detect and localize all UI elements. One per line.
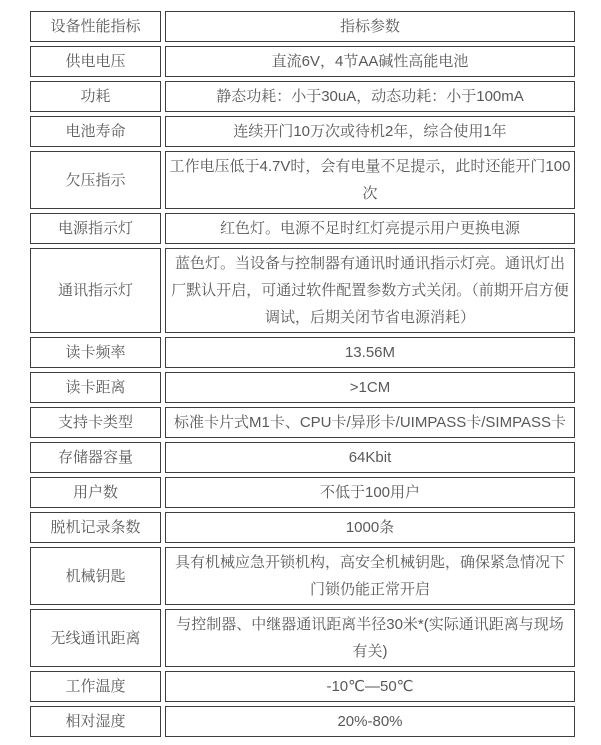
table-row: [30, 512, 575, 543]
row-label: 支持卡类型: [30, 407, 161, 438]
table-row: [30, 706, 575, 737]
row-value: 直流6V，4节AA碱性高能电池: [165, 46, 575, 77]
row-label: 功耗: [30, 81, 161, 112]
row-value: 标准卡片式M1卡、CPU卡/异形卡/UIMPASS卡/SIMPASS卡: [165, 407, 575, 438]
row-value: 连续开门10万次或待机2年，综合使用1年: [165, 116, 575, 147]
table-row: [30, 407, 575, 438]
row-label: 用户数: [30, 477, 161, 508]
table-row: [30, 213, 575, 244]
row-value: 13.56M: [165, 337, 575, 368]
row-label: 电池寿命: [30, 116, 161, 147]
table-row: [30, 547, 575, 605]
row-value: 20%-80%: [165, 706, 575, 737]
row-value: 静态功耗：小于30uA，动态功耗：小于100mA: [165, 81, 575, 112]
row-value: 具有机械应急开锁机构，高安全机械钥匙，确保紧急情况下门锁仍能正常开启: [165, 547, 575, 605]
spec-table: [26, 7, 579, 741]
row-label: 欠压指示: [30, 151, 161, 209]
row-label: 工作温度: [30, 671, 161, 702]
table-row: [30, 151, 575, 209]
row-label: 读卡距离: [30, 372, 161, 403]
table-row: [30, 609, 575, 667]
table-row: [30, 671, 575, 702]
row-label: 机械钥匙: [30, 547, 161, 605]
row-label: 供电电压: [30, 46, 161, 77]
row-value: >1CM: [165, 372, 575, 403]
row-value: 64Kbit: [165, 442, 575, 473]
table-row: [30, 337, 575, 368]
header-label-cell: 设备性能指标: [30, 11, 161, 42]
table-row: [30, 372, 575, 403]
row-label: 相对湿度: [30, 706, 161, 737]
row-label: 通讯指示灯: [30, 248, 161, 333]
row-label: 读卡频率: [30, 337, 161, 368]
header-row: [30, 11, 575, 42]
row-value: 红色灯。电源不足时红灯亮提示用户更换电源: [165, 213, 575, 244]
table-row: [30, 442, 575, 473]
table-row: [30, 477, 575, 508]
row-label: 存储器容量: [30, 442, 161, 473]
header-value-cell: 指标参数: [165, 11, 575, 42]
row-label: 电源指示灯: [30, 213, 161, 244]
row-value: 不低于100用户: [165, 477, 575, 508]
table-row: [30, 81, 575, 112]
table-row: [30, 46, 575, 77]
table-row: [30, 248, 575, 333]
row-value: 蓝色灯。当设备与控制器有通讯时通讯指示灯亮。通讯灯出厂默认开启，可通过软件配置参数方式关闭。（前期开启方便调试，后期关闭节省电源消耗）: [165, 248, 575, 333]
row-label: 脱机记录条数: [30, 512, 161, 543]
row-label: 无线通讯距离: [30, 609, 161, 667]
row-value: 1000条: [165, 512, 575, 543]
table-row: [30, 116, 575, 147]
row-value: -10℃—50℃: [165, 671, 575, 702]
row-value: 工作电压低于4.7V时，会有电量不足提示，此时还能开门100次: [165, 151, 575, 209]
row-value: 与控制器、中继器通讯距离半径30米*(实际通讯距离与现场有关): [165, 609, 575, 667]
